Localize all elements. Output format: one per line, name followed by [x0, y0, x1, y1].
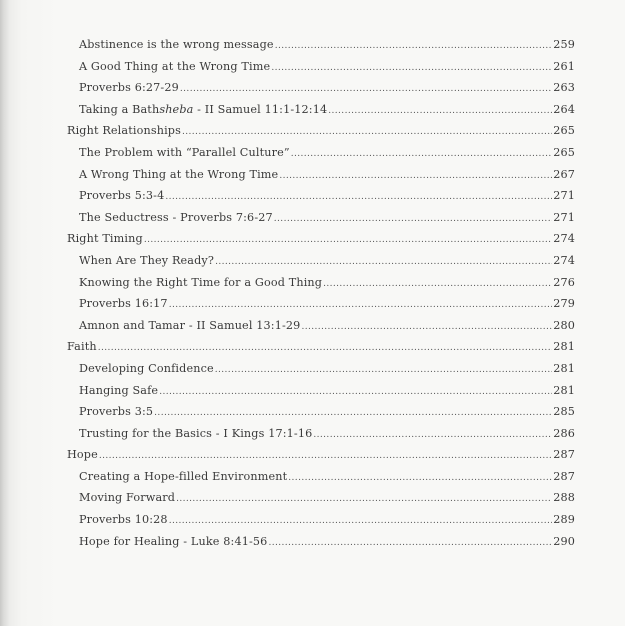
toc-entry-page: 271	[553, 189, 575, 203]
toc-leader-dots	[98, 343, 552, 353]
toc-entry	[0, 513, 575, 535]
toc-leader-dots	[165, 192, 552, 202]
toc-leader-dots	[313, 430, 552, 440]
toc-entry-title: Proverbs 5:3-4	[79, 189, 165, 203]
toc-leader-dots	[180, 84, 552, 94]
toc-entry-title: The Problem with “Parallel Culture”	[79, 145, 290, 159]
toc-entry	[0, 362, 575, 384]
toc-entry	[0, 60, 575, 82]
toc-entry-page: 274	[553, 232, 575, 246]
toc-leader-dots	[169, 300, 552, 310]
toc-entry-page: 263	[553, 81, 575, 95]
toc-leader-dots	[182, 127, 552, 137]
toc-entry	[0, 103, 575, 125]
toc-leader-dots	[99, 451, 552, 461]
toc-entry	[0, 491, 575, 513]
toc-section-title: Right Timing	[67, 232, 143, 246]
toc-entry	[0, 81, 575, 103]
toc-entry	[0, 427, 575, 449]
toc-leader-dots	[215, 257, 552, 267]
toc-leader-dots	[323, 279, 552, 289]
toc-entry-title: Proverbs 16:17	[79, 297, 168, 311]
toc-entry	[0, 405, 575, 427]
toc-entry-page: 281	[553, 340, 575, 354]
toc-entry-title: Hanging Safe	[79, 383, 159, 397]
toc-entry-page: 281	[553, 383, 575, 397]
toc-entry-page: 274	[553, 253, 575, 267]
toc-leader-dots	[176, 494, 552, 504]
toc-entry-title: Developing Confidence	[79, 361, 214, 375]
toc-entry-page: 286	[553, 426, 575, 440]
toc-entry-title: Moving Forward	[79, 491, 176, 505]
toc-leader-dots	[215, 365, 552, 375]
toc-entry	[0, 470, 575, 492]
toc-entry-page: 290	[553, 534, 575, 548]
toc-entry-title: Knowing the Right Time for a Good Thing	[79, 275, 323, 289]
toc-entry	[0, 535, 575, 557]
toc-entry	[0, 297, 575, 319]
toc-entry	[0, 211, 575, 233]
toc-entry-page: 281	[553, 361, 575, 375]
toc-entry-page: 276	[553, 275, 575, 289]
toc-entry	[0, 146, 575, 168]
toc-entry-title: Amnon and Tamar - II Samuel 13:1-29	[79, 318, 301, 332]
toc-entry-page: 265	[553, 124, 575, 138]
toc-entry-title: A Wrong Thing at the Wrong Time	[79, 167, 279, 181]
toc-entry-page: 261	[553, 59, 575, 73]
toc-leader-dots	[144, 235, 552, 245]
toc-entry-page: 271	[553, 210, 575, 224]
table-of-contents	[0, 38, 625, 556]
toc-leader-dots	[291, 149, 552, 159]
toc-entry-title: A Good Thing at the Wrong Time	[79, 59, 271, 73]
toc-section	[0, 448, 575, 470]
toc-entry	[0, 189, 575, 211]
toc-entry-page: 280	[553, 318, 575, 332]
toc-entry-title: Hope for Healing - Luke 8:41-56	[79, 534, 268, 548]
toc-leader-dots	[169, 516, 552, 526]
toc-entry-page: 287	[553, 469, 575, 483]
toc-entry	[0, 276, 575, 298]
toc-entry-page: 285	[553, 405, 575, 419]
toc-entry-page: 264	[553, 102, 575, 116]
toc-leader-dots	[274, 214, 552, 224]
toc-leader-dots	[279, 171, 552, 181]
toc-section-title: Right Relationships	[67, 124, 182, 138]
toc-entry-title: Taking a Bathsheba - II Samuel 11:1-12:14	[79, 102, 328, 116]
toc-entry-page: 259	[553, 38, 575, 51]
toc-entry-title: Creating a Hope-filled Environment	[79, 469, 288, 483]
toc-leader-dots	[271, 63, 552, 73]
toc-entry-title: The Seductress - Proverbs 7:6-27	[79, 210, 273, 224]
toc-leader-dots	[159, 387, 552, 397]
toc-entry-page: 289	[553, 513, 575, 527]
toc-leader-dots	[328, 106, 552, 116]
toc-section-title: Faith	[67, 340, 97, 354]
toc-entry-page: 265	[553, 145, 575, 159]
toc-entry-page: 267	[553, 167, 575, 181]
toc-leader-dots	[301, 322, 552, 332]
toc-section-title: Hope	[67, 448, 98, 462]
toc-section	[0, 124, 575, 146]
toc-section	[0, 232, 575, 254]
toc-entry	[0, 254, 575, 276]
toc-entry-page: 288	[553, 491, 575, 505]
toc-entry	[0, 384, 575, 406]
toc-entry-title: Abstinence is the wrong message	[79, 38, 274, 51]
toc-section	[0, 340, 575, 362]
toc-entry-title: Proverbs 6:27-29	[79, 81, 179, 95]
toc-leader-dots	[154, 408, 552, 418]
toc-entry	[0, 168, 575, 190]
toc-entry	[0, 319, 575, 341]
toc-entry	[0, 38, 575, 60]
toc-entry-page: 287	[553, 448, 575, 462]
toc-entry-title: Proverbs 10:28	[79, 513, 168, 527]
toc-entry-page: 279	[553, 297, 575, 311]
toc-entry-title: Proverbs 3:5	[79, 405, 154, 419]
toc-entry-title: Trusting for the Basics - I Kings 17:1-16	[79, 426, 313, 440]
toc-leader-dots	[275, 41, 553, 51]
toc-leader-dots	[288, 473, 552, 483]
toc-entry-title: When Are They Ready?	[79, 253, 215, 267]
toc-leader-dots	[268, 538, 552, 548]
